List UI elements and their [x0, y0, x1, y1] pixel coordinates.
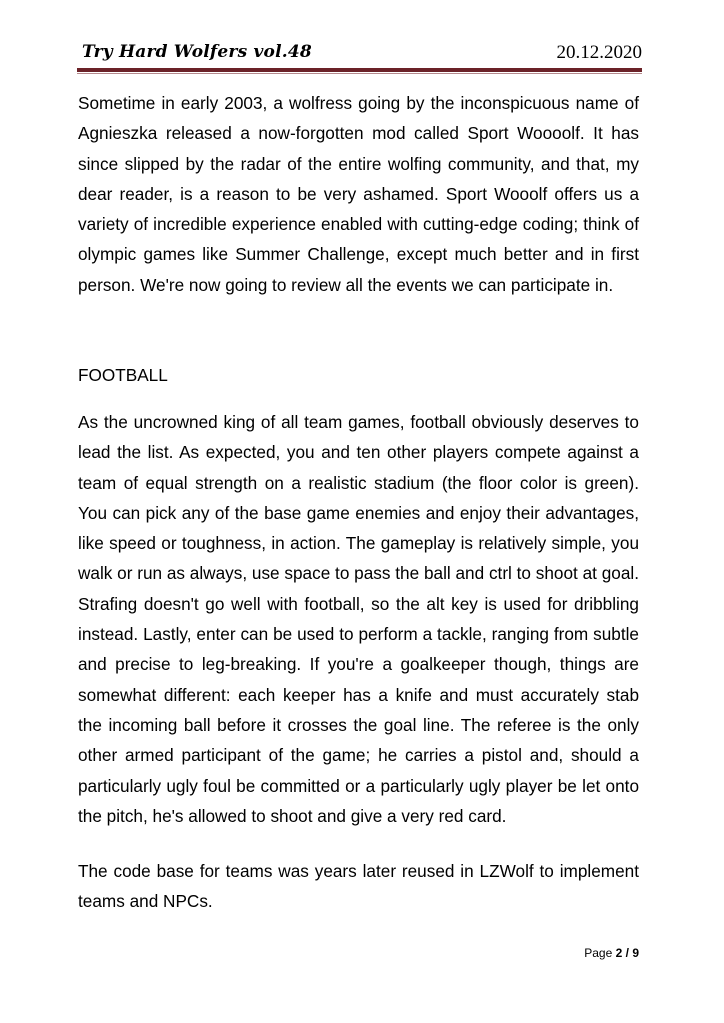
page-label: Page	[584, 946, 613, 960]
section-heading: FOOTBALL	[78, 365, 168, 385]
header-divider-thin	[77, 73, 642, 74]
closing-paragraph: The code base for teams was years later reused in LZWolf to implement teams and NPCs.	[78, 861, 639, 912]
header-divider-thick	[77, 68, 642, 72]
football-paragraph: As the uncrowned king of all team games, football obviously deserves to lead the list. As expected, you and ten other players compete against a team of equal strength on a realistic stadium (the floor color is green). You can pick any of the base game enemies and enjoy their advantages, like speed or toughness, in action. The gameplay is relatively simple, you walk or run as always, use space to pass the ball and ctrl to shoot at goal. Strafing doesn't go well with football, so the alt key is used for dribbling instead. Lastly, enter can be used to perform a tackle, ranging from subtle and precise to leg-breaking. If you're a goalkeeper though, things are somewhat different: each keeper has a knife and must accurately stab the incoming ball before it crosses the goal line. The referee is the only other armed participant of the game; he carries a pistol and, should a particularly ugly foul be committed or a particularly ugly player be let onto the pitch, he's allowed to shoot and give a very red card.	[78, 412, 639, 826]
issue-date: 20.12.2020	[556, 42, 642, 63]
total-pages-number: 9	[632, 946, 639, 960]
magazine-title: Try Hard Wolfers vol.48	[82, 42, 312, 62]
intro-paragraph: Sometime in early 2003, a wolfress going by the inconspicuous name of Agnieszka released a now-forgotten mod called Sport Woooolf. It has since slipped by the radar of the entire wolfing community, and that, my dear reader, is a reason to be very ashamed. Sport Wooolf offers us a variety of incredible experience enabled with cutting-edge coding; think of olympic games like Summer Challenge, except much better and in first person. We're now going to review all the events we can participate in.	[78, 93, 639, 295]
header-divider	[77, 68, 642, 74]
page-header	[78, 42, 642, 66]
page-footer	[584, 946, 639, 960]
current-page-number: 2	[615, 946, 623, 960]
page-separator: /	[625, 946, 629, 960]
intro-section	[78, 88, 639, 300]
